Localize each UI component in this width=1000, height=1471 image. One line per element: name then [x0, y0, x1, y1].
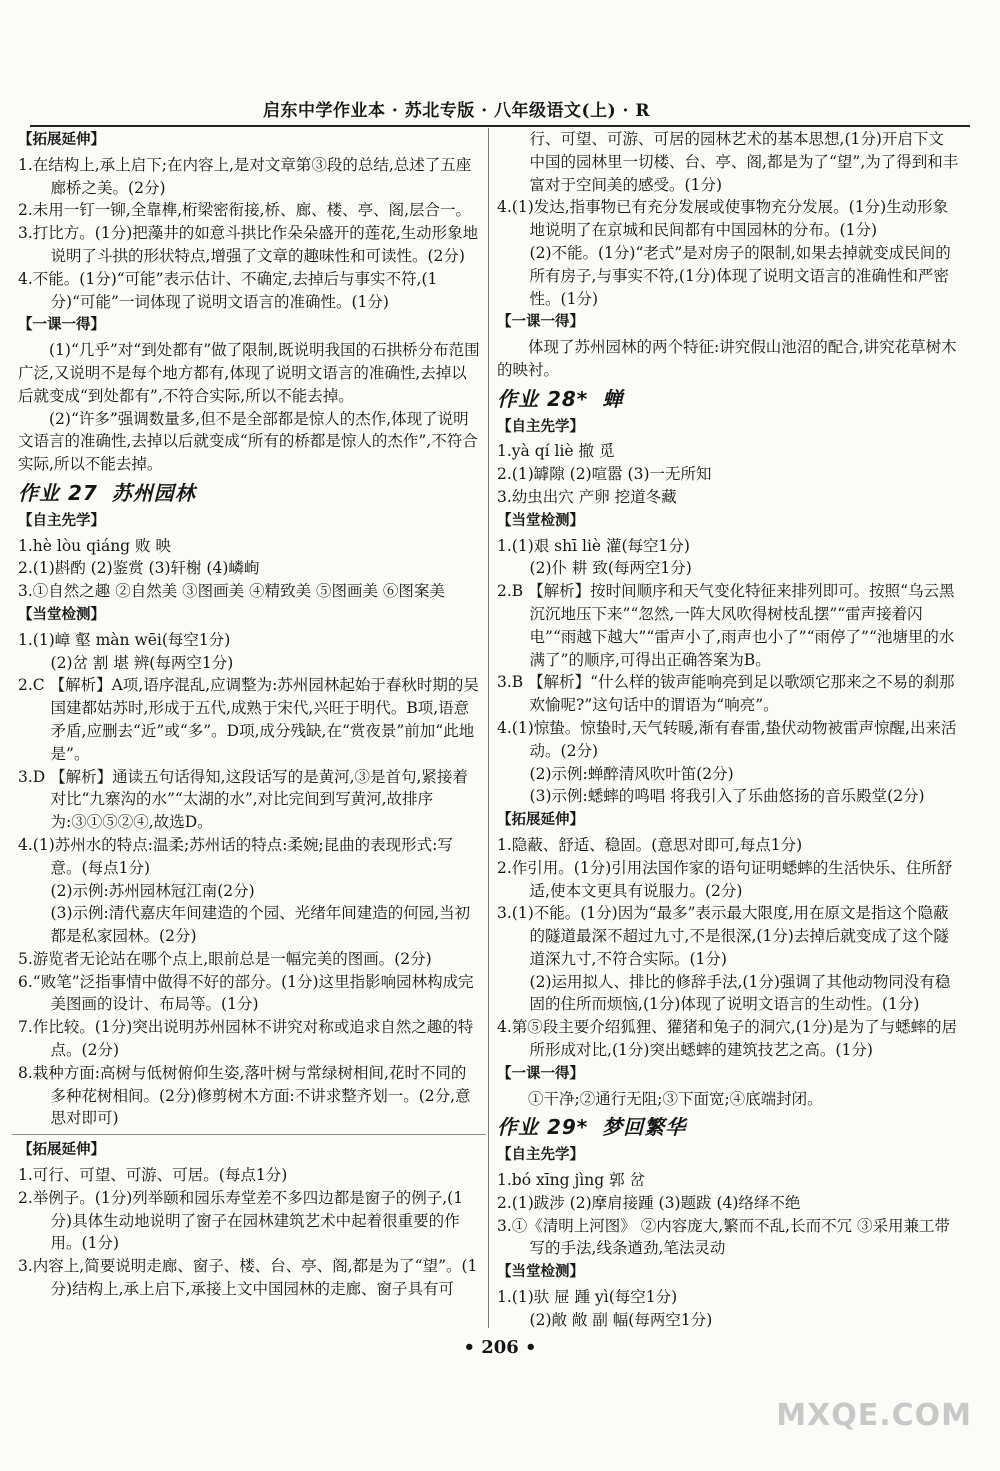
page-number: • 206 •: [463, 1337, 537, 1358]
answer-item: 2.(1)跋涉 (2)摩肩接踵 (3)题跋 (4)络绎不绝: [497, 1193, 801, 1212]
answer-item: 2.(1)罅隙 (2)喧嚣 (3)一无所知: [497, 465, 712, 484]
answer-subitem: (3)示例:蟋蟀的鸣唱 将我引入了乐曲悠扬的音乐殿堂(2分): [529, 787, 925, 806]
homework-number: 作业 29*: [497, 1115, 589, 1140]
answer-paragraph: ①干净;②通行无阻;③下面宽;④底端封闭。: [528, 1089, 823, 1108]
answer-subitem: (3)示例:清代嘉庆年间建造的个园、光绪年间建造的何园,当初都是私家园林。(2分): [50, 904, 471, 946]
answer-item: 2.(1)斟酌 (2)鉴赏 (3)轩榭 (4)嶙峋: [18, 559, 260, 578]
answer-item: 7.作比较。(1分)突出说明苏州园林不讲究对称或追求自然之趣的特点。(2分): [18, 1018, 474, 1060]
answer-item: 4.第⑤段主要介绍狐狸、獾猪和兔子的洞穴,(1分)是为了与蟋蟀的居所形成对比,(1分)突出蟋蟀的建筑技艺之高。(1分): [497, 1018, 958, 1060]
section-heading: 【自主先学】: [497, 1147, 584, 1164]
answer-item: 4.不能。(1分)“可能”表示估计、不确定,去掉后与事实不符,(1分)“可能”一词体现了说明文语言的准确性。(1分): [18, 269, 438, 311]
answer-item: 1.在结构上,承上启下;在内容上,是对文章第③段的总结,总述了五座廊桥之美。(2分): [18, 155, 472, 197]
answer-item: 3.(1)不能。(1分)因为“最多”表示最大限度,用在原文是指这个隐蔽的隧道最深不超过九寸,不是很深,(1分)去掉后就变成了这个隧道深九寸,不符合实际。(1分): [497, 904, 949, 968]
left-column: [18, 128, 480, 1301]
answer-item: 3.B 【解析】“什么样的钹声能响亮到足以歌颂它那来之不易的刹那欢愉呢?”这句话中的谓语为“响亮”。: [497, 673, 955, 715]
answer-paragraph: (1)“几乎”对“到处都有”做了限制,既说明我国的石拱桥分布范围广泛,又说明不是每个地方都有,体现了说明文语言的准确性,去掉以后就变成“到处都有”,不符合实际,所以不能去掉。: [18, 341, 480, 405]
answer-item: 4.(1)惊蛰。惊蛰时,天气转暖,渐有春雷,蛰伏动物被雷声惊醒,出来活动。(2分): [497, 718, 957, 760]
answer-paragraph: 体现了苏州园林的两个特征:讲究假山池沼的配合,讲究花草树木的映衬。: [497, 338, 957, 379]
answer-subitem: (2)不能。(1分)“老式”是对房子的限制,如果去掉就变成民间的所有房子,与事实不符,(1分)体现了说明文语言的准确性和严密性。(1分): [529, 243, 951, 308]
answer-item: 1.(1)艰 shī liè 灌(每空1分): [497, 536, 690, 555]
answer-subitem: (2)示例:苏州园林冠江南(2分): [50, 881, 255, 900]
section-heading: 【一课一得】: [497, 1065, 584, 1082]
answer-item: 6.“败笔”泛指事情中做得不好的部分。(1分)这里指影响园林构成完美图画的设计、布局等。(1分): [18, 972, 474, 1014]
section-heading: 【自主先学】: [18, 512, 105, 529]
answer-subitem: (2)岔 割 堪 辨(每两空1分): [50, 653, 234, 672]
answer-item: 3.内容上,简要说明走廊、窗子、楼、台、亭、阁,都是为了“望”。(1分)结构上,承上启下,承接上文中国园林的走廊、窗子具有可: [18, 1257, 478, 1299]
answer-item: 1.bó xīng jìng 郭 岔: [497, 1171, 646, 1190]
homework-heading-29: [497, 1116, 959, 1139]
answer-item: 3.①自然之趣 ②自然美 ③图画美 ④精致美 ⑤图画美 ⑥图案美: [18, 582, 445, 601]
answer-item: 3.幼虫出穴 产卵 挖道冬藏: [497, 487, 677, 506]
answer-subitem: (2)敞 敞 副 幅(每两空1分): [529, 1310, 713, 1329]
section-heading: 【当堂检测】: [18, 606, 105, 623]
header-rule: [30, 125, 970, 127]
answer-item: 1.(1)嶂 壑 màn wēi(每空1分): [18, 630, 231, 649]
section-heading: 【当堂检测】: [497, 1264, 584, 1281]
answer-subitem: (2)运用拟人、排比的修辞手法,(1分)强调了其他动物同没有稳固的住所而烦恼,(1分)体现了说明文语言的生动性。(1分): [529, 972, 951, 1014]
section-divider: [12, 1134, 486, 1135]
homework-number: 作业 28*: [497, 386, 589, 411]
answer-item: 2.作引用。(1分)引用法国作家的语句证明蟋蟀的生活快乐、住所舒适,使本文更具有说服力。(2分): [497, 858, 953, 900]
homework-title: 梦回繁华: [602, 1115, 687, 1140]
homework-title: 蝉: [602, 386, 624, 411]
section-heading: 【一课一得】: [18, 317, 105, 334]
answer-item: 2.未用一钉一铆,全靠榫,桁梁密衔接,桥、廊、楼、亭、阁,层合一。: [18, 201, 471, 220]
answer-item: 4.(1)发达,指事物已有充分发展或使事物充分发展。(1分)生动形象地说明了在京城和民间都有中国园林的分布。(1分): [497, 198, 949, 240]
homework-heading-28: [497, 388, 959, 411]
homework-number: 作业 27: [18, 480, 98, 505]
homework-heading-27: [18, 482, 480, 505]
answer-item: 1.yà qí liè 撤 觅: [497, 442, 615, 461]
answer-item: 1.hè lòu qiáng 败 映: [18, 536, 171, 555]
column-divider: [488, 128, 489, 1328]
section-heading: 【拓展延伸】: [497, 812, 584, 829]
answer-item: 1.(1)驮 屉 踵 yì(每空1分): [497, 1288, 678, 1307]
right-column: [497, 128, 959, 1332]
answer-item: 3.①《清明上河图》 ②内容庞大,繁而不乱,长而不冗 ③采用兼工带写的手法,线条遒劲,笔法灵动: [497, 1216, 950, 1258]
section-heading: 【自主先学】: [497, 418, 584, 435]
answer-item: 2.举例子。(1分)列举颐和园乐寿堂差不多四边都是窗子的例子,(1分)具体生动地说明了窗子在园林建筑艺术中起着很重要的作用。(1分): [18, 1188, 464, 1253]
answer-item: 3.打比方。(1分)把藻井的如意斗拱比作朵朵盛开的莲花,生动形象地说明了斗拱的形状特点,增强了文章的趣味性和可读性。(2分): [18, 224, 479, 265]
answer-item: 8.栽种方面:高树与低树俯仰生姿,落叶树与常绿树相间,花时不同的多种花树相间。(2分)修剪树木方面:不讲求整齐划一。(2分,意思对即可): [18, 1063, 471, 1128]
answer-subitem: (2)仆 耕 致(每两空1分): [529, 559, 692, 578]
section-heading: 【当堂检测】: [497, 512, 584, 529]
answer-item: 1.可行、可望、可游、可居。(每点1分): [18, 1166, 288, 1185]
answer-paragraph: (2)“许多”强调数量多,但不是全部都是惊人的杰作,体现了说明文语言的准确性,去掉以后就变成“所有的桥都是惊人的杰作”,不符合实际,所以不能去掉。: [18, 409, 478, 474]
answer-item: 3.D 【解析】通读五句话得知,这段话写的是黄河,③是首句,紧接着对比“九寨沟的水”“太湖的水”,对比完间到写黄河,故排序为:③①⑤②④,故选D。: [18, 767, 468, 832]
homework-title: 苏州园林: [111, 480, 196, 505]
page-header: [0, 96, 1000, 120]
answer-item: 1.隐蔽、舒适、稳固。(意思对即可,每点1分): [497, 835, 803, 854]
section-heading: 【拓展延伸】: [18, 132, 105, 148]
watermark-logo: MXQE.COM: [776, 1398, 972, 1433]
answer-item: 2.B 【解析】按时间顺序和天气变化特征来排列即可。按照“乌云黑沉沉地压下来”“忽然,一阵大风吹得树枝乱摆”“雷声接着闪电”“雨越下越大”“雷声小了,雨声也小了”“雨停了”“池塘里的水满了”的顺序,可得出正确答案为B。: [497, 582, 955, 669]
book-title: 启东中学作业本 · 苏北专版 · 八年级语文(上) · R: [263, 101, 650, 121]
section-heading: 【拓展延伸】: [18, 1142, 105, 1159]
answer-item: 4.(1)苏州水的特点:温柔;苏州话的特点:柔婉;昆曲的表现形式:写意。(每点1分): [18, 835, 453, 877]
answer-item: 2.C 【解析】A项,语序混乱,应调整为:苏州园林起始于春秋时期的吴国建都姑苏时,形成于五代,成熟于宋代,兴旺于明代。B项,语意矛盾,应删去“近”或“多”。D项,成分残缺,在“赏夜景”前加“此地是”。: [18, 676, 479, 763]
section-heading: 【一课一得】: [497, 314, 584, 331]
answer-item: 5.游览者无论站在哪个点上,眼前总是一幅完美的图画。(2分): [18, 949, 432, 968]
answer-continuation: 行、可望、可游、可居的园林艺术的基本思想,(1分)开启下文中国的园林里一切楼、台、亭、阁,都是为了“望”,为了得到和丰富对于空间美的感受。(1分): [529, 130, 959, 194]
answer-subitem: (2)示例:蝉醉清风吹叶笛(2分): [529, 764, 734, 783]
